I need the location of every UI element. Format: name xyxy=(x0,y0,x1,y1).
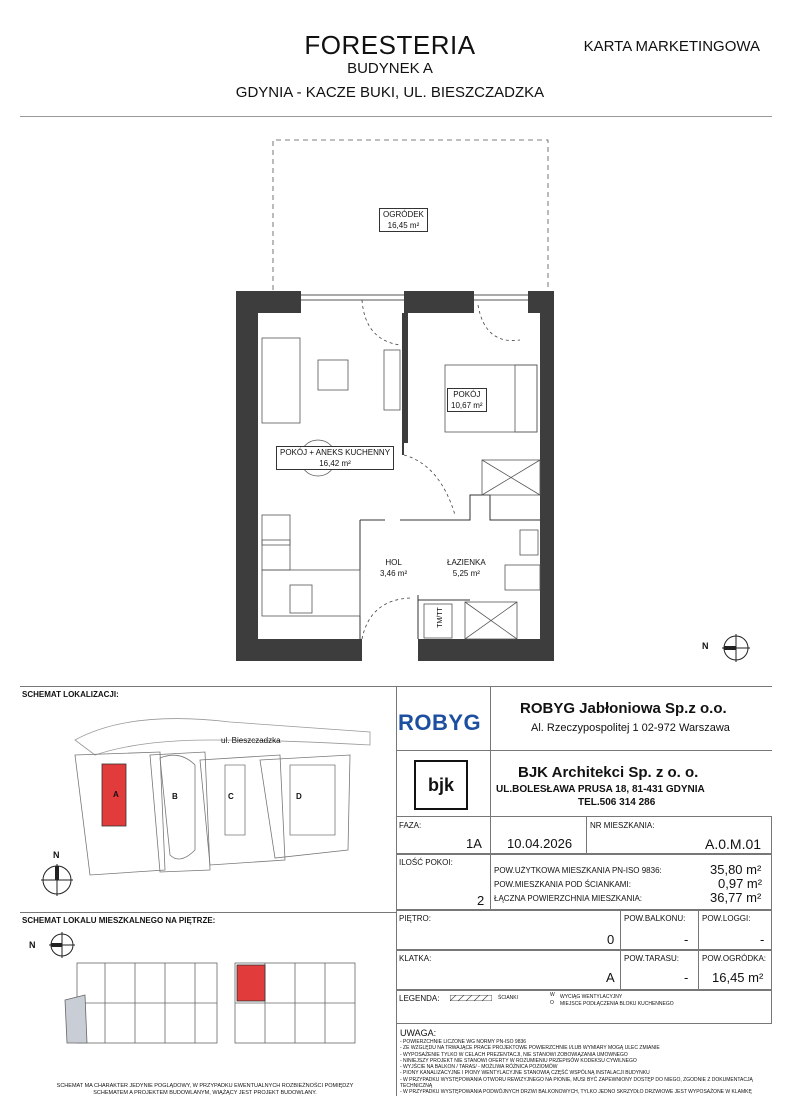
area-usable-value: 35,80 m² xyxy=(710,862,762,877)
building-a-label: A xyxy=(113,790,119,799)
furniture xyxy=(262,338,540,639)
company-divider-h xyxy=(396,750,772,751)
legend-walls-swatch xyxy=(450,995,492,1001)
bathroom-label xyxy=(447,557,486,579)
location-map xyxy=(30,710,380,900)
staircase-label: KLATKA: xyxy=(399,954,432,963)
building-d-label: D xyxy=(296,792,302,801)
bathroom-name: ŁAZIENKA xyxy=(447,558,486,567)
location-label: GDYNIA - KACZE BUKI, UL. BIESZCZADZKA xyxy=(235,84,545,101)
building-c-label: C xyxy=(228,792,234,801)
location-schema-title: SCHEMAT LOKALIZACJI: xyxy=(22,690,119,699)
loggia-value: - xyxy=(760,932,765,947)
project-title: FORESTERIA xyxy=(304,30,476,60)
notes-title: UWAGA: xyxy=(400,1028,437,1038)
architect-name: BJK Architekci Sp. z o. o. xyxy=(518,764,699,781)
balcony-value: - xyxy=(684,932,689,947)
area-total-value: 36,77 m² xyxy=(710,890,762,905)
legend-o-marker: O xyxy=(550,1000,554,1006)
investor-name: ROBYG Jabłoniowa Sp.z o.o. xyxy=(520,700,727,717)
note-item: - PIONY KANALIZACYJNE I PIONY WENTYLACYJNE STANOWIĄ CZĘŚĆ WSPÓLNĄ INSTALACJI BUDYNKU xyxy=(400,1070,650,1077)
living-label xyxy=(276,446,394,470)
apartment-number-label: NR MIESZKANIA: xyxy=(590,821,655,830)
bedroom-label xyxy=(447,388,487,412)
disclaimer-text: SCHEMAT MA CHARAKTER JEDYNIE POGLĄDOWY, W PRZYPADKU EWENTUALNYCH ROZBIEŻNOŚCI POMIĘDZY SCHEMATEM A PROJEKTEM BUDOWLANYM, WIĄŻĄCY JEST PROJEKT BUDOWLANY. xyxy=(56,1083,354,1096)
investor-address: Al. Rzeczypospolitej 1 02-972 Warszawa xyxy=(531,722,730,734)
legend-kitchen-text: MIEJSCE PODŁĄCZENIA BLOKU KUCHENNEGO xyxy=(560,1001,674,1007)
rooms-label: ILOŚĆ POKOI: xyxy=(399,858,453,867)
garden-label xyxy=(379,208,428,232)
note-item: - W PRZYPADKU WYSTĘPOWANIA PODWÓJNYCH DRZWI BALKONOWYCH, TYLKO JEDNO SKRZYDŁO DRZWIOWE JEST WYPOSAŻONE W KLAMKĘ xyxy=(400,1089,752,1096)
terrace-value: - xyxy=(684,970,689,985)
street-label: ul. Bieszczadzka xyxy=(221,736,281,745)
architect-address: UL.BOLESŁAWA PRUSA 18, 81-431 GDYNIA xyxy=(496,784,705,795)
floor-plan xyxy=(0,120,792,680)
floor-divider xyxy=(20,912,396,913)
garden-name: OGRÓDEK xyxy=(383,210,424,219)
building-b-label: B xyxy=(172,792,178,801)
floor-outdoor-shape xyxy=(65,995,87,1043)
legend-w-marker: W xyxy=(550,992,555,998)
staircase-value: A xyxy=(606,970,615,985)
location-compass xyxy=(41,864,73,896)
architect-tel: TEL.506 314 286 xyxy=(578,797,656,808)
plan-compass-letter: N xyxy=(702,641,709,651)
notes-list xyxy=(400,1039,770,1096)
walls xyxy=(236,291,554,661)
tm-label: TM/TT xyxy=(436,607,444,628)
legend-vent-text: WYCIĄG WENTYLACYJNY xyxy=(560,994,623,1000)
bedroom-area: 10,67 m² xyxy=(451,401,483,410)
bjk-logo-text: bjk xyxy=(427,774,454,795)
area-under-value: 0,97 m² xyxy=(718,876,763,891)
floor-compass xyxy=(49,932,75,958)
company-divider-v2 xyxy=(490,686,491,816)
loggia-label: POW.LOGGI: xyxy=(702,914,751,923)
unit-highlight xyxy=(237,965,265,1001)
area-usable-label: POW.UŻYTKOWA MIESZKANIA PN-ISO 9836: xyxy=(494,866,662,875)
living-area: 16,42 m² xyxy=(319,459,351,468)
details-vline-b xyxy=(586,816,587,854)
floor-schema-map xyxy=(25,925,365,1045)
floor-compass-letter: N xyxy=(29,940,36,950)
details-vline-c xyxy=(620,910,621,990)
legend-label: LEGENDA: xyxy=(399,994,440,1003)
faza-label: FAZA: xyxy=(399,821,422,830)
apartment-number-value: A.0.M.01 xyxy=(705,836,762,852)
area-total-label: ŁĄCZNA POWIERZCHNIA MIESZKANIA: xyxy=(494,894,643,903)
note-item: - W PRZYPADKU WYSTĘPOWANIA OTWORU REWIZYJNEGO NA PIONIE, MUSI BYĆ ZAPEWNIONY DOSTĘP DO NIEGO, ZGODNIE Z DOKUMENTACJĄ TECHNICZNĄ xyxy=(400,1076,753,1090)
garden-area-value: 16,45 m² xyxy=(712,970,764,985)
bedroom-name: POKÓJ xyxy=(453,390,481,399)
hall-label xyxy=(380,557,407,579)
building-label: BUDYNEK A xyxy=(347,60,433,77)
hall-area: 3,46 m² xyxy=(380,569,408,578)
header-divider xyxy=(20,116,772,117)
date-value: 10.04.2026 xyxy=(507,836,573,851)
balcony-label: POW.BALKONU: xyxy=(624,914,686,923)
floor-schema-title: SCHEMAT LOKALU MIESZKALNEGO NA PIĘTRZE: xyxy=(22,916,216,925)
garden-area: 16,45 m² xyxy=(387,221,420,230)
floor-label: PIĘTRO: xyxy=(399,914,432,923)
note-item: - WYPOSAŻENIE TYLKO W CELACH PREZENTACJI, NIE STANOWI ZOBOWIĄZANIA UMOWNEGO xyxy=(400,1051,628,1058)
note-item: - ZE WZGLĘDU NA TRWAJĄCE PRACE PROJEKTOWE POWIERZCHNIE I/LUB WYMIARY MOGĄ ULEC ZMIANIE xyxy=(400,1045,660,1052)
location-compass-letter: N xyxy=(53,850,60,860)
garden-area-label: POW.OGRÓDKA: xyxy=(702,954,767,963)
rooms-value: 2 xyxy=(477,893,485,908)
details-vline-d xyxy=(698,910,699,990)
note-item: - NINIEJSZY PROJEKT NIE STANOWI OFERTY W ROZUMIENIU PRZEPISÓW KODEKSU CYWILNEGO xyxy=(400,1057,637,1064)
legend-walls-text: ŚCIANKI xyxy=(498,995,519,1001)
floor-value: 0 xyxy=(607,932,615,947)
note-item: - WYJŚCIE NA BALKON / TARAS/ - MOŻLIWA RÓŻNICA POZIOMÓW xyxy=(400,1064,558,1071)
plan-compass xyxy=(722,634,750,662)
bjk-logo xyxy=(414,760,468,810)
terrace-label: POW.TARASU: xyxy=(624,954,679,963)
faza-value: 1A xyxy=(466,836,482,851)
living-name: POKÓJ + ANEKS KUCHENNY xyxy=(280,448,391,457)
robyg-logo: ROBYG xyxy=(398,710,482,735)
card-label: KARTA MARKETINGOWA xyxy=(583,38,760,55)
area-under-label: POW.MIESZKANIA POD ŚCIANKAMI: xyxy=(494,880,631,889)
hall-name: HOL xyxy=(385,558,402,567)
details-vline-a xyxy=(490,816,491,910)
note-item: - POWIERZCHNIE LICZONE WG NORMY PN-ISO 9836 xyxy=(400,1039,527,1045)
bathroom-area: 5,25 m² xyxy=(452,569,480,578)
